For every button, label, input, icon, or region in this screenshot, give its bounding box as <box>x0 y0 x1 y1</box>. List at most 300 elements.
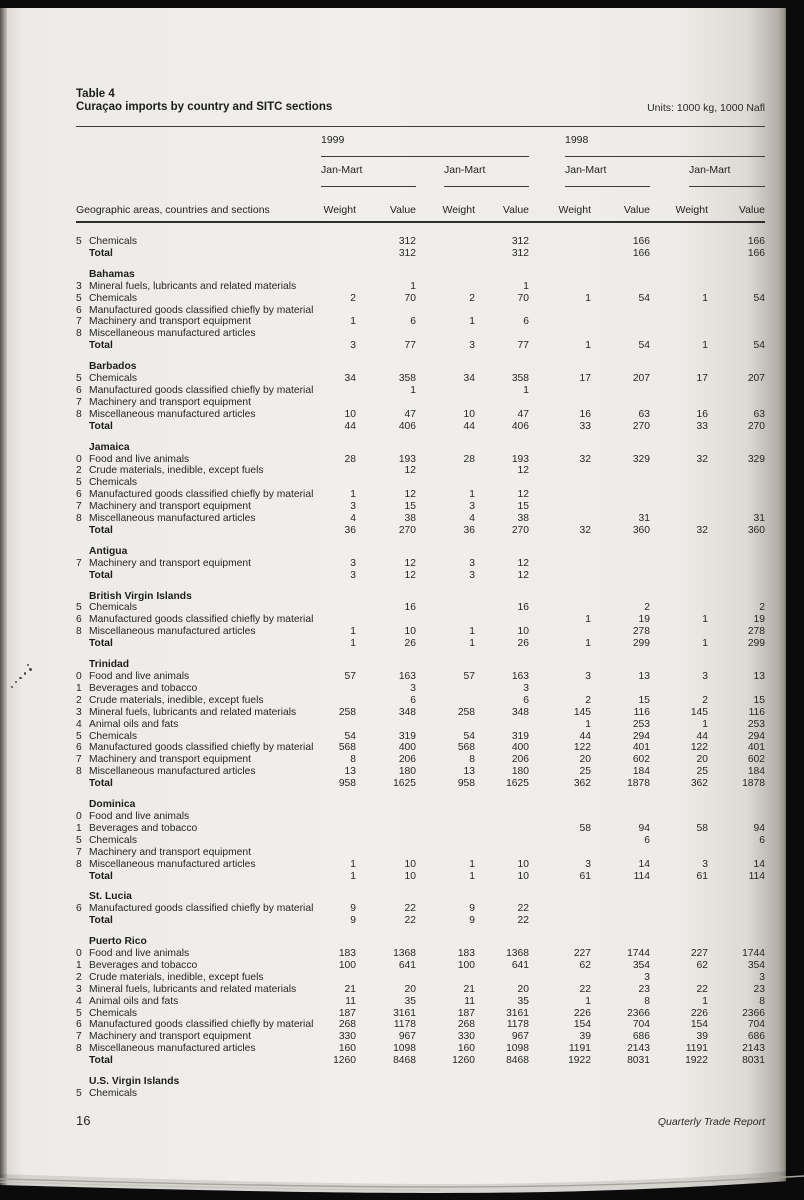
value-cell: 12 <box>404 569 416 581</box>
ink-speck <box>24 672 26 675</box>
value-cell: 1 <box>410 280 416 292</box>
value-cell <box>591 397 650 409</box>
value-cell <box>708 328 765 340</box>
weight-cell <box>321 305 356 317</box>
country-name: British Virgin Islands <box>89 590 192 602</box>
weight-cell: 39 <box>696 1031 708 1043</box>
sitc-code: 7 <box>76 316 82 328</box>
value-cell: 22 <box>404 903 416 915</box>
sitc-code: 3 <box>76 280 82 292</box>
row-label: 7 Machinery and transport equipment <box>76 396 251 408</box>
weight-cell: 100 <box>338 959 356 971</box>
weight-cell <box>416 811 475 823</box>
row-label: 8 Miscellaneous manufactured articles <box>76 626 256 638</box>
weight-cell: 57 <box>344 671 356 682</box>
value-cell: 348 <box>398 706 416 718</box>
row-label: 2 Crude materials, inedible, except fuels <box>76 465 264 477</box>
table-row <box>76 236 765 248</box>
table-row <box>76 683 765 695</box>
value-cell: 54 <box>638 292 650 304</box>
row-label: 8 Miscellaneous manufactured articles <box>76 858 256 870</box>
weight-cell: 183 <box>457 948 475 960</box>
value-cell <box>591 903 650 915</box>
weight-cell: 22 <box>696 983 708 995</box>
table-row <box>76 766 765 778</box>
value-cell <box>356 397 416 409</box>
group-header-row <box>76 269 765 281</box>
weight-cell: 34 <box>344 373 356 385</box>
value-cell: 70 <box>404 292 416 304</box>
row-label: 5 Chemicals <box>76 1007 138 1019</box>
weight-cell: 1922 <box>568 1055 591 1067</box>
value-cell: 19 <box>753 614 765 626</box>
weight-cell <box>529 236 591 248</box>
weight-column-header: Weight <box>675 204 708 216</box>
weight-cell: 1 <box>469 316 475 328</box>
value-cell: 406 <box>511 420 529 432</box>
weight-cell <box>321 465 356 477</box>
value-cell: 184 <box>747 766 765 778</box>
value-cell <box>708 683 765 695</box>
weight-cell: 62 <box>696 959 708 971</box>
value-cell <box>475 397 529 409</box>
sitc-code: 7 <box>76 396 82 408</box>
weight-cell: 57 <box>463 671 475 682</box>
value-cell: 270 <box>511 524 529 536</box>
value-cell <box>356 1088 416 1100</box>
value-cell: 16 <box>404 602 416 614</box>
table-row <box>76 948 765 960</box>
value-cell: 358 <box>398 373 416 385</box>
value-cell <box>708 465 765 477</box>
row-label: Total <box>89 569 113 581</box>
value-cell: 23 <box>638 983 650 995</box>
value-cell: 1178 <box>393 1019 416 1031</box>
value-cell: 1744 <box>742 948 765 960</box>
value-cell: 270 <box>747 420 765 432</box>
sitc-code: 7 <box>76 754 82 766</box>
table-row <box>76 996 765 1008</box>
weight-cell: 22 <box>579 983 591 995</box>
table-row <box>76 731 765 743</box>
row-label: 7 Machinery and transport equipment <box>76 754 251 766</box>
weight-cell <box>529 316 591 328</box>
weight-cell: 44 <box>579 730 591 742</box>
value-cell: 31 <box>753 513 765 525</box>
row-label: 0 Food and live animals <box>76 810 190 822</box>
group-header-row <box>76 546 765 558</box>
table-row <box>76 1019 765 1031</box>
row-label: 3 Mineral fuels, lubricants and related materials <box>76 280 297 292</box>
value-cell: 294 <box>747 730 765 742</box>
table-row <box>76 397 765 409</box>
weight-cell: 268 <box>457 1019 475 1031</box>
weight-cell: 1 <box>585 614 591 626</box>
sitc-code: 5 <box>76 602 82 614</box>
table-row <box>76 340 765 352</box>
weight-cell: 1 <box>469 870 475 882</box>
value-cell <box>708 558 765 570</box>
value-cell: 77 <box>517 340 529 352</box>
value-cell <box>475 305 529 317</box>
sitc-code: 2 <box>76 971 82 983</box>
row-label: Total <box>89 1055 113 1067</box>
value-cell: 1625 <box>393 778 416 790</box>
weight-cell: 187 <box>338 1007 356 1019</box>
weight-cell <box>321 847 356 859</box>
weight-cell: 58 <box>696 822 708 834</box>
weight-cell <box>650 465 708 477</box>
value-cell: 180 <box>398 766 416 778</box>
weight-cell: 13 <box>463 766 475 778</box>
weight-cell: 100 <box>457 959 475 971</box>
sitc-code: 8 <box>76 626 82 638</box>
weight-cell: 17 <box>579 373 591 385</box>
weight-cell: 122 <box>690 742 708 754</box>
page-curl-shadow <box>0 1152 804 1200</box>
row-label: 6 Manufactured goods classified chiefly by material <box>76 742 314 754</box>
weight-cell <box>416 397 475 409</box>
weight-cell: 1 <box>469 638 475 650</box>
sitc-code: 7 <box>76 846 82 858</box>
value-cell: 400 <box>511 742 529 754</box>
value-cell: 6 <box>410 694 416 706</box>
weight-cell <box>529 281 591 293</box>
value-cell: 12 <box>517 465 529 477</box>
sitc-code: 8 <box>76 408 82 420</box>
row-header-label: Geographic areas, countries and sections <box>76 204 270 216</box>
weight-cell <box>321 1088 356 1100</box>
value-cell <box>356 847 416 859</box>
weight-cell: 258 <box>457 706 475 718</box>
table-row <box>76 328 765 340</box>
row-label: 4 Animal oils and fats <box>76 718 179 730</box>
weight-cell <box>416 477 475 489</box>
year-group-1998: 1998 <box>565 127 765 157</box>
sitc-code: 4 <box>76 995 82 1007</box>
row-label: 5 Chemicals <box>76 730 138 742</box>
value-cell: 31 <box>638 513 650 525</box>
weight-cell: 1260 <box>333 1055 356 1067</box>
row-label: 0 Food and live animals <box>76 948 190 960</box>
weight-cell <box>529 305 591 317</box>
weight-cell <box>529 915 591 927</box>
value-cell: 35 <box>404 995 416 1007</box>
value-cell <box>356 811 416 823</box>
row-label: 8 Miscellaneous manufactured articles <box>76 408 256 420</box>
weight-cell: 568 <box>457 742 475 754</box>
value-cell <box>708 316 765 328</box>
row-label: Total <box>89 638 113 650</box>
weight-cell: 10 <box>463 408 475 420</box>
value-cell: 3 <box>759 971 765 983</box>
page-content <box>76 88 765 1128</box>
value-column-header: Value <box>738 204 765 216</box>
row-label: 6 Manufactured goods classified chiefly by material <box>76 384 314 396</box>
value-cell <box>356 477 416 489</box>
table-row <box>76 1043 765 1055</box>
value-cell: 163 <box>511 671 529 682</box>
sitc-code: 8 <box>76 858 82 870</box>
scan-right-edge <box>784 0 804 1200</box>
period-label: Jan-Mart <box>321 157 416 187</box>
value-cell: 206 <box>398 754 416 766</box>
weight-cell <box>321 683 356 695</box>
weight-cell <box>650 513 708 525</box>
weight-cell <box>650 811 708 823</box>
value-cell: 70 <box>517 292 529 304</box>
period-label: Jan-Mart <box>444 157 529 187</box>
value-cell: 8468 <box>506 1055 529 1067</box>
row-label: Total <box>89 524 113 536</box>
sitc-code: 8 <box>76 1043 82 1055</box>
value-cell: 2 <box>644 602 650 614</box>
sitc-code: 5 <box>76 292 82 304</box>
table-row <box>76 558 765 570</box>
weight-cell: 1191 <box>685 1043 708 1055</box>
row-label: 5 Chemicals <box>76 1088 138 1099</box>
sitc-code: 6 <box>76 1019 82 1031</box>
value-cell: 14 <box>638 858 650 870</box>
group-header-row <box>76 659 765 671</box>
sitc-code: 0 <box>76 671 82 682</box>
weight-cell <box>321 972 356 984</box>
country-name: Antigua <box>89 545 128 557</box>
weight-cell: 122 <box>573 742 591 754</box>
value-cell <box>591 570 650 582</box>
value-cell: 3 <box>523 682 529 694</box>
weight-cell <box>321 695 356 707</box>
value-cell: 10 <box>404 626 416 638</box>
weight-cell: 3 <box>350 501 356 513</box>
table-row <box>76 525 765 537</box>
row-label: 1 Beverages and tobacco <box>76 959 198 971</box>
value-cell: 184 <box>632 766 650 778</box>
row-label: 8 Miscellaneous manufactured articles <box>76 1043 256 1055</box>
weight-cell: 1 <box>702 340 708 352</box>
value-cell: 16 <box>517 602 529 614</box>
row-label: 5 Chemicals <box>76 236 138 247</box>
weight-cell <box>529 847 591 859</box>
table-row <box>76 570 765 582</box>
value-cell <box>591 328 650 340</box>
row-label: 8 Miscellaneous manufactured articles <box>76 766 256 778</box>
units-note: Units: 1000 kg, 1000 Nafl <box>647 102 765 114</box>
weight-cell <box>416 328 475 340</box>
group-header-row <box>76 1076 765 1088</box>
weight-cell <box>321 602 356 614</box>
value-cell: 3161 <box>393 1007 416 1019</box>
weight-cell: 330 <box>338 1031 356 1043</box>
value-cell <box>356 823 416 835</box>
value-cell: 1878 <box>742 778 765 790</box>
year-group-1999: 1999 <box>321 127 529 157</box>
title-block <box>76 88 332 114</box>
sitc-code: 1 <box>76 682 82 694</box>
sitc-code: 0 <box>76 453 82 465</box>
weight-cell <box>321 397 356 409</box>
value-cell <box>591 683 650 695</box>
sitc-code: 4 <box>76 718 82 730</box>
row-label: 4 Animal oils and fats <box>76 995 179 1007</box>
row-label: 6 Manufactured goods classified chiefly by material <box>76 489 314 501</box>
weight-cell <box>416 281 475 293</box>
weight-cell <box>529 602 591 614</box>
value-cell: 35 <box>517 995 529 1007</box>
value-cell: 1878 <box>627 778 650 790</box>
value-cell: 166 <box>632 236 650 247</box>
weight-cell: 13 <box>344 766 356 778</box>
table-row <box>76 489 765 501</box>
weight-cell: 154 <box>573 1019 591 1031</box>
weight-cell: 61 <box>696 870 708 882</box>
sitc-code: 8 <box>76 766 82 778</box>
weight-cell <box>650 328 708 340</box>
value-cell: 401 <box>747 742 765 754</box>
ink-speck <box>15 681 17 683</box>
country-name: U.S. Virgin Islands <box>89 1076 180 1088</box>
value-cell <box>356 328 416 340</box>
weight-cell: 227 <box>573 948 591 960</box>
group-header-row <box>76 442 765 454</box>
weight-cell <box>416 602 475 614</box>
weight-cell <box>321 835 356 847</box>
table-row <box>76 409 765 421</box>
weight-cell: 3 <box>469 557 475 569</box>
weight-cell: 28 <box>344 453 356 465</box>
page-number: 16 <box>76 1112 91 1128</box>
weight-cell: 36 <box>463 524 475 536</box>
sitc-code: 3 <box>76 983 82 995</box>
weight-cell: 21 <box>463 983 475 995</box>
value-cell: 6 <box>523 316 529 328</box>
weight-cell: 1 <box>702 718 708 730</box>
weight-cell: 1 <box>702 995 708 1007</box>
value-cell: 166 <box>747 247 765 259</box>
value-cell: 1098 <box>506 1043 529 1055</box>
value-cell: 8 <box>759 995 765 1007</box>
table-row <box>76 707 765 719</box>
table-row <box>76 501 765 513</box>
ink-speck <box>19 677 22 679</box>
row-label: 5 Chemicals <box>76 292 138 304</box>
weight-cell: 33 <box>579 420 591 432</box>
value-column-header: Value <box>502 204 529 216</box>
value-cell: 360 <box>747 524 765 536</box>
value-cell: 1178 <box>506 1019 529 1031</box>
document-header <box>76 88 765 114</box>
weight-cell: 226 <box>573 1007 591 1019</box>
weight-cell: 9 <box>469 915 475 927</box>
report-title: Quarterly Trade Report <box>657 1115 765 1128</box>
weight-cell: 1 <box>350 316 356 328</box>
value-cell: 329 <box>747 453 765 465</box>
sitc-code: 6 <box>76 304 82 316</box>
value-cell: 38 <box>404 513 416 525</box>
value-cell: 704 <box>632 1019 650 1031</box>
spacer-cell <box>76 127 321 157</box>
weight-cell: 3 <box>585 671 591 682</box>
sitc-code: 5 <box>76 477 82 489</box>
weight-cell: 3 <box>585 858 591 870</box>
value-cell: 358 <box>511 373 529 385</box>
table-row <box>76 602 765 614</box>
value-cell: 6 <box>759 834 765 846</box>
weight-cell: 4 <box>350 513 356 525</box>
row-label: 5 Chemicals <box>76 602 138 614</box>
weight-cell: 3 <box>702 858 708 870</box>
weight-cell: 58 <box>579 822 591 834</box>
value-cell: 253 <box>747 718 765 730</box>
row-label: Total <box>89 420 113 432</box>
weight-cell <box>321 719 356 731</box>
row-label: 5 Chemicals <box>76 477 138 489</box>
value-cell: 54 <box>753 340 765 352</box>
weight-cell: 10 <box>344 408 356 420</box>
value-cell: 114 <box>748 870 765 882</box>
weight-cell: 958 <box>457 778 475 790</box>
weight-cell: 32 <box>579 453 591 465</box>
value-cell: 686 <box>632 1031 650 1043</box>
weight-cell: 3 <box>469 501 475 513</box>
row-label: 6 Manufactured goods classified chiefly by material <box>76 1019 314 1031</box>
value-cell: 94 <box>753 822 765 834</box>
ink-speck <box>27 664 29 666</box>
sitc-code: 8 <box>76 513 82 525</box>
value-cell: 6 <box>410 316 416 328</box>
weight-cell <box>529 465 591 477</box>
value-cell: 312 <box>398 247 416 259</box>
table-row <box>76 811 765 823</box>
value-cell <box>475 811 529 823</box>
value-cell: 6 <box>644 834 650 846</box>
table-row <box>76 915 765 927</box>
row-label: 0 Food and live animals <box>76 453 190 465</box>
value-cell: 312 <box>398 236 416 247</box>
weight-cell: 20 <box>579 754 591 766</box>
value-cell: 180 <box>511 766 529 778</box>
value-cell <box>708 305 765 317</box>
value-cell: 54 <box>638 340 650 352</box>
row-label: 0 Food and live animals <box>76 671 190 682</box>
weight-cell: 160 <box>457 1043 475 1055</box>
weight-column-header: Weight <box>442 204 475 216</box>
value-column-header: Value <box>623 204 650 216</box>
weight-cell: 44 <box>344 420 356 432</box>
value-cell: 299 <box>632 638 650 650</box>
value-cell <box>475 823 529 835</box>
sitc-code: 5 <box>76 1088 82 1099</box>
weight-cell: 16 <box>696 408 708 420</box>
value-cell: 19 <box>638 614 650 626</box>
weight-cell <box>650 305 708 317</box>
weight-cell: 154 <box>690 1019 708 1031</box>
value-cell: 12 <box>517 557 529 569</box>
value-cell: 193 <box>398 453 416 465</box>
table-row <box>76 903 765 915</box>
sitc-code: 1 <box>76 959 82 971</box>
weight-cell: 1 <box>469 489 475 501</box>
value-cell: 47 <box>517 408 529 420</box>
value-cell <box>356 835 416 847</box>
period-label: Jan-Mart <box>565 157 650 187</box>
sitc-code: 5 <box>76 730 82 742</box>
weight-cell <box>529 477 591 489</box>
weight-cell: 2 <box>469 292 475 304</box>
weight-cell: 9 <box>469 903 475 915</box>
value-cell: 14 <box>753 858 765 870</box>
table-row <box>76 984 765 996</box>
